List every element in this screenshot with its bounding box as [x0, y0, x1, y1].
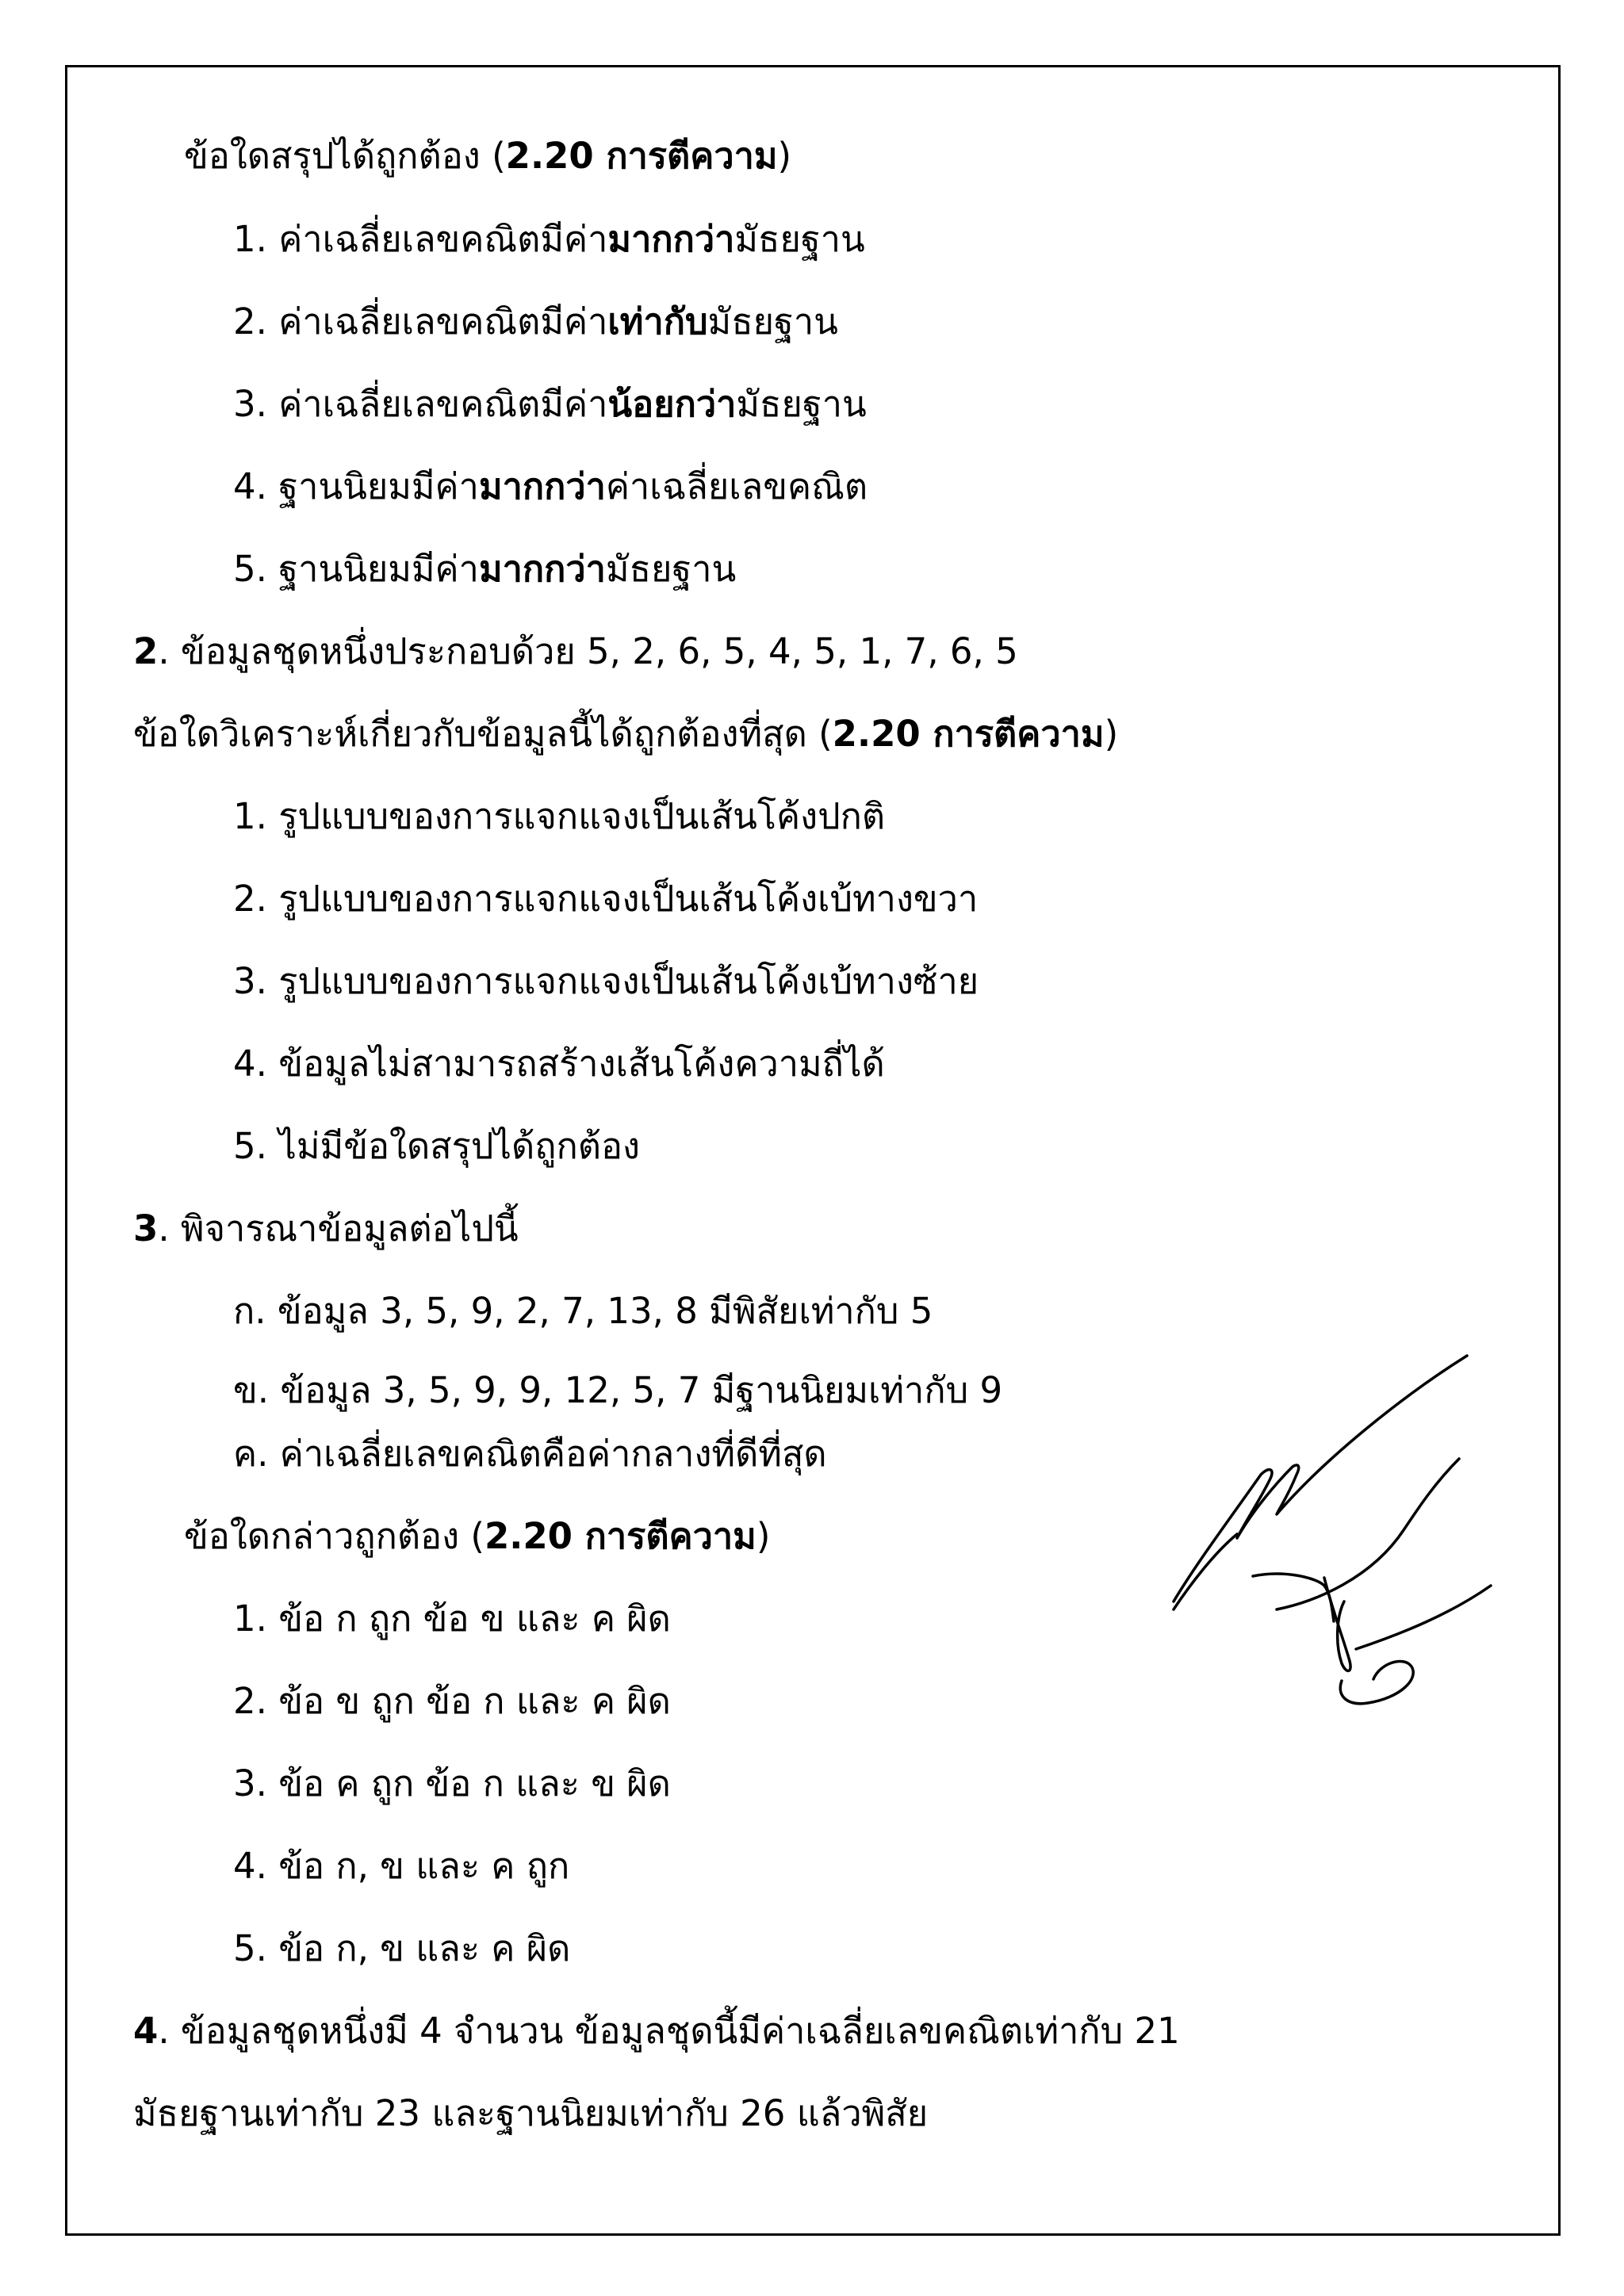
- q3-prompt-line: [184, 1513, 770, 1560]
- q2-stem: . ข้อมูลชุดหนึ่งประกอบด้วย 5, 2, 6, 5, 4, 5, 1, 7, 6, 5: [158, 630, 1018, 672]
- q1-choice-2-em: เท่ากับ: [607, 300, 708, 342]
- signature: [1166, 1348, 1499, 1728]
- q3-stem: . พิจารณาข้อมูลต่อไปนี้: [158, 1207, 519, 1249]
- q1-choice-4-post: ค่าเฉลี่ยเลขคณิต: [605, 465, 868, 507]
- q2-tag-close: ): [1104, 713, 1119, 755]
- q3-stem-line: [133, 1205, 519, 1253]
- q3-prompt: ข้อใดกล่าวถูกต้อง: [184, 1515, 460, 1557]
- q2-prompt: ข้อใดวิเคราะห์เกี่ยวกับข้อมูลนี้ได้ถูกต้องที่สุด: [133, 713, 807, 755]
- q3-tag-open: (: [470, 1515, 485, 1557]
- signature-stroke-1: [1174, 1356, 1467, 1601]
- q1-choice-2-post: มัธยฐาน: [707, 300, 838, 342]
- q1-choice-5-em: มากกว่า: [478, 548, 606, 590]
- q3-choice-4: 4. ข้อ ก, ข และ ค ถูก: [233, 1845, 570, 1887]
- q2-choice-2: 2. รูปแบบของการแจกแจงเป็นเส้นโค้งเบ้ทางขวา: [233, 878, 979, 920]
- q2-choice-1: 1. รูปแบบของการแจกแจงเป็นเส้นโค้งปกติ: [233, 795, 886, 837]
- q1-choice-3: [233, 381, 867, 428]
- signature-stroke-6: [1277, 1459, 1459, 1609]
- q1-tag: 2.20 การตีความ: [505, 135, 778, 177]
- q4-number: 4: [133, 2010, 159, 2052]
- q1-choice-1-post: มัธยฐาน: [734, 218, 865, 260]
- q2-choice-3: 3. รูปแบบของการแจกแจงเป็นเส้นโค้งเบ้ทางซ้าย: [233, 960, 979, 1002]
- q1-choice-1: [233, 216, 865, 263]
- q1-choice-5-pre: 5. ฐานนิยมมีค่า: [233, 548, 479, 590]
- q1-choice-3-pre: 3. ค่าเฉลี่ยเลขคณิตมีค่า: [233, 383, 608, 425]
- q1-tag-open: (: [492, 135, 506, 177]
- q3-tag-close: ): [756, 1515, 771, 1557]
- q2-stem-line: [133, 628, 1018, 675]
- signature-stroke-3: [1253, 1574, 1334, 1621]
- q4-line-2: มัธยฐานเท่ากับ 23 และฐานนิยมเท่ากับ 26 แล้วพิสัย: [133, 2092, 929, 2134]
- q4-text-1: . ข้อมูลชุดหนึ่งมี 4 จำนวน ข้อมูลชุดนี้มีค่าเฉลี่ยเลขคณิตเท่ากับ 21: [158, 2010, 1180, 2052]
- q3-statement-ko: ก. ข้อมูล 3, 5, 9, 2, 7, 13, 8 มีพิสัยเท่ากับ 5: [233, 1290, 933, 1332]
- q3-tag: 2.20 การตีความ: [484, 1515, 756, 1557]
- q1-choice-5: [233, 545, 736, 593]
- q1-tag-close: ): [777, 135, 792, 177]
- q1-choice-2-pre: 2. ค่าเฉลี่ยเลขคณิตมีค่า: [233, 300, 608, 342]
- q4-line-1: [133, 2007, 1180, 2055]
- q1-choice-4: [233, 463, 868, 511]
- q3-choice-2: 2. ข้อ ข ถูก ข้อ ก และ ค ผิด: [233, 1680, 671, 1722]
- q1-choice-3-em: น้อยกว่า: [607, 383, 737, 425]
- q2-prompt-line: [133, 710, 1118, 758]
- q2-choice-4: 4. ข้อมูลไม่สามารถสร้างเส้นโค้งความถี่ได้: [233, 1043, 885, 1085]
- q1-choice-5-post: มัธยฐาน: [605, 548, 737, 590]
- q1-choice-4-pre: 4. ฐานนิยมมีค่า: [233, 465, 479, 507]
- q3-number: 3: [133, 1207, 159, 1249]
- q1-choice-1-em: มากกว่า: [607, 218, 735, 260]
- q1-prompt: ข้อใดสรุปได้ถูกต้อง: [184, 135, 481, 177]
- q1-prompt-line: [184, 132, 791, 180]
- q2-tag: 2.20 การตีความ: [832, 713, 1105, 755]
- q1-choice-3-post: มัธยฐาน: [736, 383, 867, 425]
- q3-choice-5: 5. ข้อ ก, ข และ ค ผิด: [233, 1927, 571, 1969]
- signature-stroke-7: [1356, 1586, 1491, 1649]
- q2-choice-5: 5. ไม่มีข้อใดสรุปได้ถูกต้อง: [233, 1125, 640, 1167]
- q1-choice-2: [233, 298, 838, 346]
- q1-choice-1-pre: 1. ค่าเฉลี่ยเลขคณิตมีค่า: [233, 218, 608, 260]
- q2-tag-open: (: [818, 713, 833, 755]
- signature-stroke-2: [1174, 1534, 1237, 1609]
- q3-statement-kho-khwai: ค. ค่าเฉลี่ยเลขคณิตคือค่ากลางที่ดีที่สุด: [233, 1433, 827, 1475]
- q3-choice-1: 1. ข้อ ก ถูก ข้อ ข และ ค ผิด: [233, 1598, 671, 1640]
- q1-choice-4-em: มากกว่า: [478, 465, 606, 507]
- q2-number: 2: [133, 630, 159, 672]
- q3-choice-3: 3. ข้อ ค ถูก ข้อ ก และ ข ผิด: [233, 1762, 671, 1804]
- q3-statement-kho: ข. ข้อมูล 3, 5, 9, 9, 12, 5, 7 มีฐานนิยมเท่ากับ 9: [233, 1369, 1003, 1411]
